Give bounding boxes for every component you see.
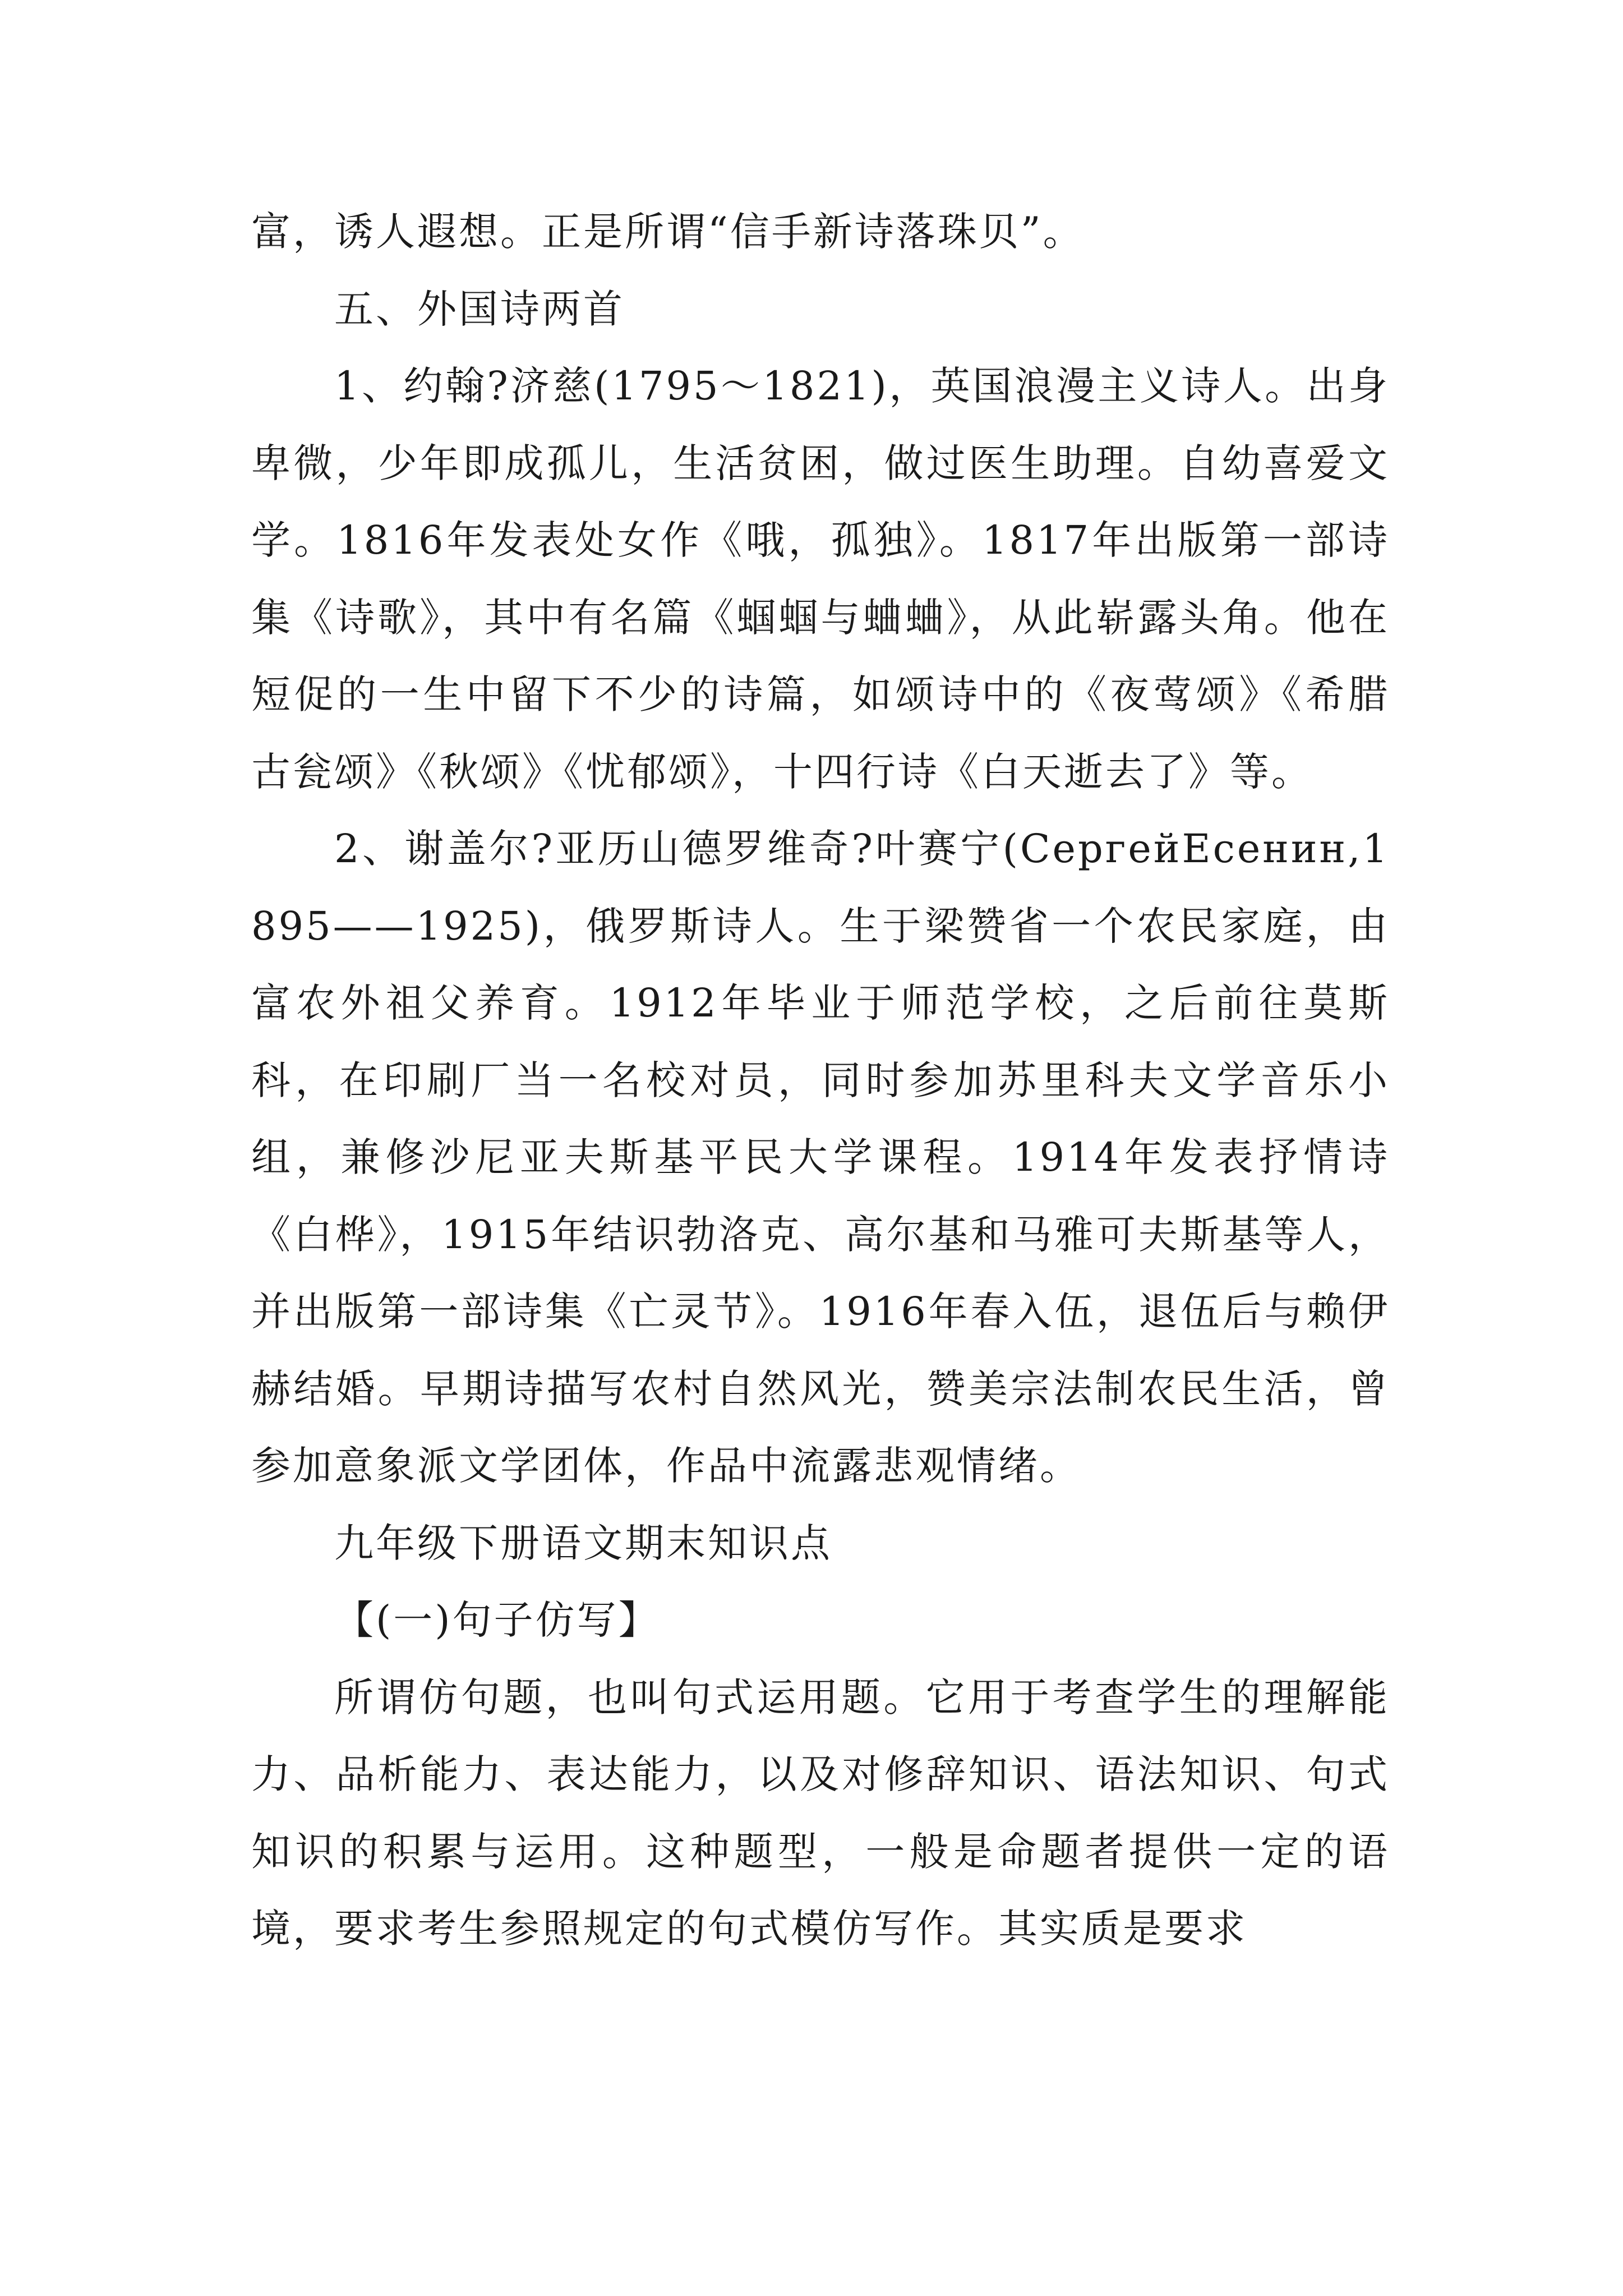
- paragraph-continuation: 富，诱人遐想。正是所谓“信手新诗落珠贝”。: [251, 209, 1085, 255]
- subheading-sentence-imitation: 【(一)句子仿写】: [334, 1597, 660, 1643]
- section-heading-knowledge-points: 九年级下册语文期末知识点: [334, 1520, 832, 1566]
- section-heading-foreign-poems: 五、外国诗两首: [334, 286, 625, 332]
- paragraph-keats: 1、约翰?济慈(1795～1821)，英国浪漫主义诗人。出身卑微，少年即成孤儿，生活贫困，做过医生助理。自幼喜爱文学。1816年发表处女作《哦，孤独》。1817年出版第一部诗集《诗歌》，其中有名篇《蝈蝈与蛐蛐》，从此崭露头角。他在短促的一生中留下不少的诗篇，如颂诗中的《夜莺颂》《希腊古瓮颂》《秋颂》《忧郁颂》，十四行诗《白天逝去了》等。: [251, 363, 1390, 795]
- paragraph-yesenin: 2、谢盖尔?亚历山德罗维奇?叶赛宁(СергейЕсенин,1895——1925)，俄罗斯诗人。生于梁赞省一个农民家庭，由富农外祖父养育。1912年毕业于师范学校，之后前往莫斯科，在印刷厂当一名校对员，同时参加苏里科夫文学音乐小组，兼修沙尼亚夫斯基平民大学课程。1914年发表抒情诗《白桦》，1915年结识勃洛克、高尔基和马雅可夫斯基等人，并出版第一部诗集《亡灵节》。1916年春入伍，退伍后与赖伊赫结婚。早期诗描写农村自然风光，赞美宗法制农民生活，曾参加意象派文学团体，作品中流露悲观情绪。: [251, 826, 1390, 1489]
- paragraph-imitation-intro: 所谓仿句题，也叫句式运用题。它用于考查学生的理解能力、品析能力、表达能力，以及对修辞知识、语法知识、句式知识的积累与运用。这种题型，一般是命题者提供一定的语境，要求考生参照规定的句式模仿写作。其实质是要求: [251, 1674, 1390, 1952]
- document-body: [251, 194, 1390, 1968]
